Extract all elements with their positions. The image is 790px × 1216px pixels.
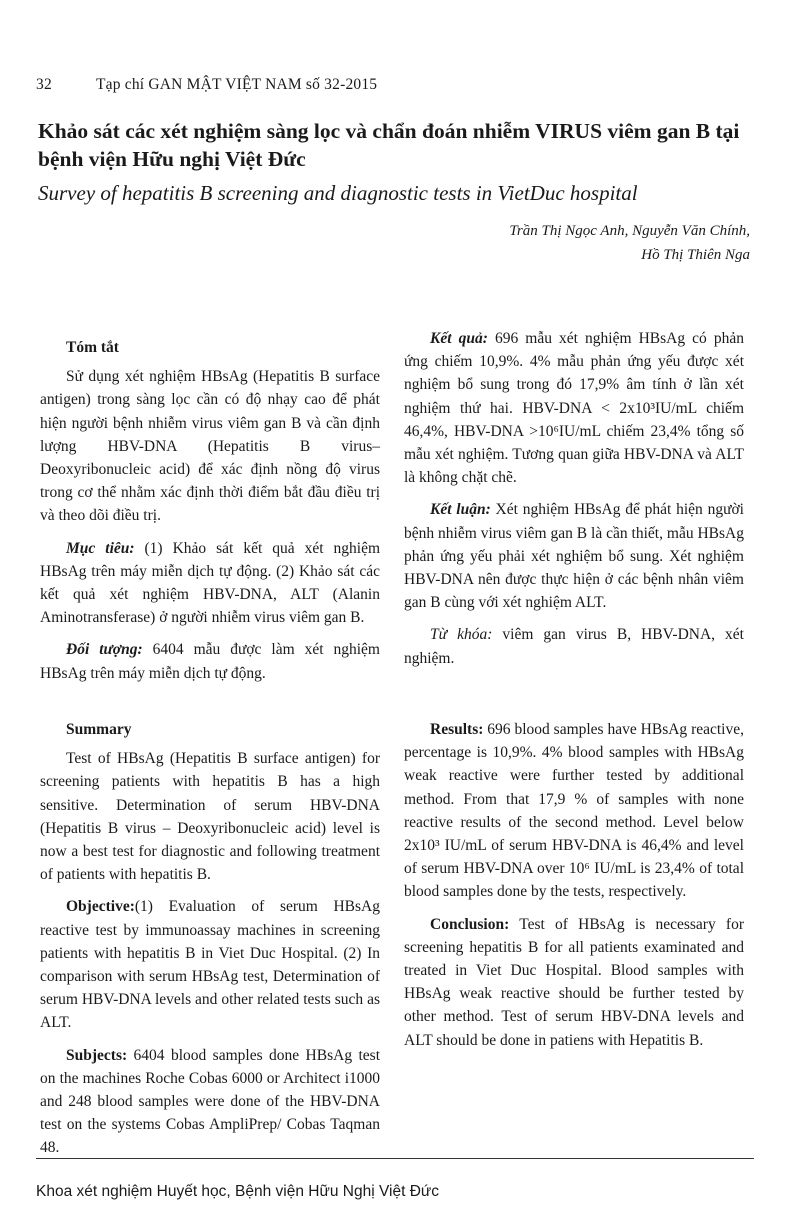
conclusion-label-en: Conclusion:: [430, 915, 510, 933]
objective-label-vi: Mục tiêu:: [66, 539, 135, 557]
abstract-en-results: [404, 718, 744, 904]
results-label-vi: Kết quả:: [430, 330, 488, 347]
page-number: 32: [36, 76, 52, 93]
abstract-en-intro: Test of HBsAg (Hepatitis B surface antigen) for screening patients with hepatitis B has a high sensitive. Determination of serum HBV-DNA (Hepatitis B virus – Deoxyribonucleic acid) level is now a best test for diagnostic and following treatment of patients with hepatitis B.: [40, 750, 380, 884]
results-text-vi: 696 mẫu xét nghiệm HBsAg có phản ứng chiếm 10,9%. 4% mẫu phản ứng yếu được xét nghiệm bổ sung trong đó 17,9% âm tính ở lần xét nghiệm thứ hai. HBV-DNA < 2x10³IU/mL chiếm 46,4%, HBV-DNA >10⁶IU/mL chiếm 23,4% tổng số mẫu xét nghiệm. Tương quan giữa HBV-DNA và ALT là không chặt chẽ.: [404, 330, 744, 487]
abstract-vi-heading: Tóm tắt: [66, 339, 119, 356]
keywords-text-vi: viêm gan virus B, HBV-DNA, xét nghiệm.: [404, 626, 744, 667]
objective-label-en: Objective:: [66, 898, 135, 916]
conclusion-text-en: Test of HBsAg is necessary for screening hepatitis B for all patients examinated and treated in Viet Duc Hospital. Blood samples with HBsAg weak reactive should be further tested by other method. Test of serum HBV-DNA levels and ALT should be done in patiens with Hepatitis B.: [404, 915, 744, 1049]
abstract-vi-results: [404, 327, 744, 489]
conclusion-label-vi: Kết luận:: [430, 501, 491, 519]
objective-text-en: (1) Evaluation of serum HBsAg reactive test by immunoassay machines in screening patients with hepatitis B in Viet Duc Hospital. (2) In comparison with serum HBsAg test, Determination of serum HBV-DNA levels and other related tests such as ALT.: [40, 898, 380, 1032]
abstract-en-left: [40, 718, 380, 1169]
results-text-en: 696 blood samples have HBsAg reactive, percentage is 10,9%. 4% blood samples with HBsAg weak reactive were further tested by additional method. From that 17,9 % of samples with none reactive results of the second method. Level below 2x10³ IU/mL of serum HBV-DNA is 46,4% and level of serum HBV-DNA over 10⁶ IU/mL is 23,4% of total blood samples done by the tests, respectively.: [404, 721, 744, 901]
conclusion-text-vi: Xét nghiệm HBsAg để phát hiện người bệnh nhiễm virus viêm gan B là cần thiết, mẫu HBsAg phản ứng yếu phải xét nghiệm bổ sung. Xét nghiệm HBV-DNA nên được thực hiện ở các bệnh nhân viêm gan B cùng với xét nghiệm ALT.: [404, 501, 744, 612]
authors-line-2: Hồ Thị Thiên Nga: [641, 247, 750, 263]
abstract-vi-objective: [40, 537, 380, 630]
abstract-en-conclusion: [404, 913, 744, 1052]
abstract-vi-conclusion: [404, 498, 744, 614]
running-head: [36, 76, 377, 94]
objective-text-vi: (1) Khảo sát kết quả xét nghiệm HBsAg trên máy miễn dịch tự động. (2) Khảo sát các kết quả xét nghiệm HBV-DNA, ALT (Alanin Aminotransferase) ở người nhiễm virus viêm gan B.: [40, 539, 381, 627]
article-title-en: Survey of hepatitis B screening and diagnostic tests in VietDuc hospital: [38, 181, 638, 205]
abstract-vi-intro: Sử dụng xét nghiệm HBsAg (Hepatitis B surface antigen) trong sàng lọc cần có độ nhạy cao để phát hiện người bệnh nhiễm virus viêm gan B và cần định lượng HBV-DNA (Hepatitis B virus–Deoxyribonucleic acid) để xác định nồng độ virus trong cơ thể nhằm xác định thời điểm bắt đầu điều trị và theo dõi điều trị.: [40, 368, 380, 525]
journal-name: Tạp chí GAN MẬT VIỆT NAM số 32-2015: [96, 76, 378, 93]
footnote-divider: [36, 1158, 754, 1159]
subjects-label-en: Subjects:: [66, 1046, 128, 1064]
abstract-en-objective: [40, 895, 380, 1034]
abstract-vi-left: [40, 336, 380, 694]
subjects-text-en: 6404 blood samples done HBsAg test on the machines Roche Cobas 6000 or Architect i1000 and 248 blood samples were done of the HBV-DNA test on the systems Cobas AmpliPrep/ Cobas Taqman 48.: [40, 1046, 380, 1157]
authors: [509, 219, 750, 267]
subjects-label-vi: Đối tượng:: [66, 641, 143, 659]
abstract-en-heading: Summary: [66, 721, 132, 738]
abstract-vi-keywords: [404, 623, 744, 669]
authors-line-1: Trần Thị Ngọc Anh, Nguyễn Văn Chính,: [509, 223, 750, 239]
abstract-vi-right: [404, 327, 744, 679]
affiliation-footnote: Khoa xét nghiệm Huyết học, Bệnh viện Hữu Nghị Việt Đức: [36, 1183, 440, 1200]
article-title-vi: Khảo sát các xét nghiệm sàng lọc và chẩn đoán nhiễm VIRUS viêm gan B tại bệnh viện Hữu nghị Việt Đức: [38, 119, 740, 171]
abstract-vi-subjects: [40, 638, 380, 684]
results-label-en: Results:: [430, 721, 484, 738]
abstract-en-right: [404, 718, 744, 1061]
subjects-text-vi: 6404 mẫu được làm xét nghiệm HBsAg trên máy miễn dịch tự động.: [40, 641, 380, 682]
abstract-en-subjects: [40, 1044, 380, 1160]
keywords-label-vi: Từ khóa:: [430, 626, 493, 644]
